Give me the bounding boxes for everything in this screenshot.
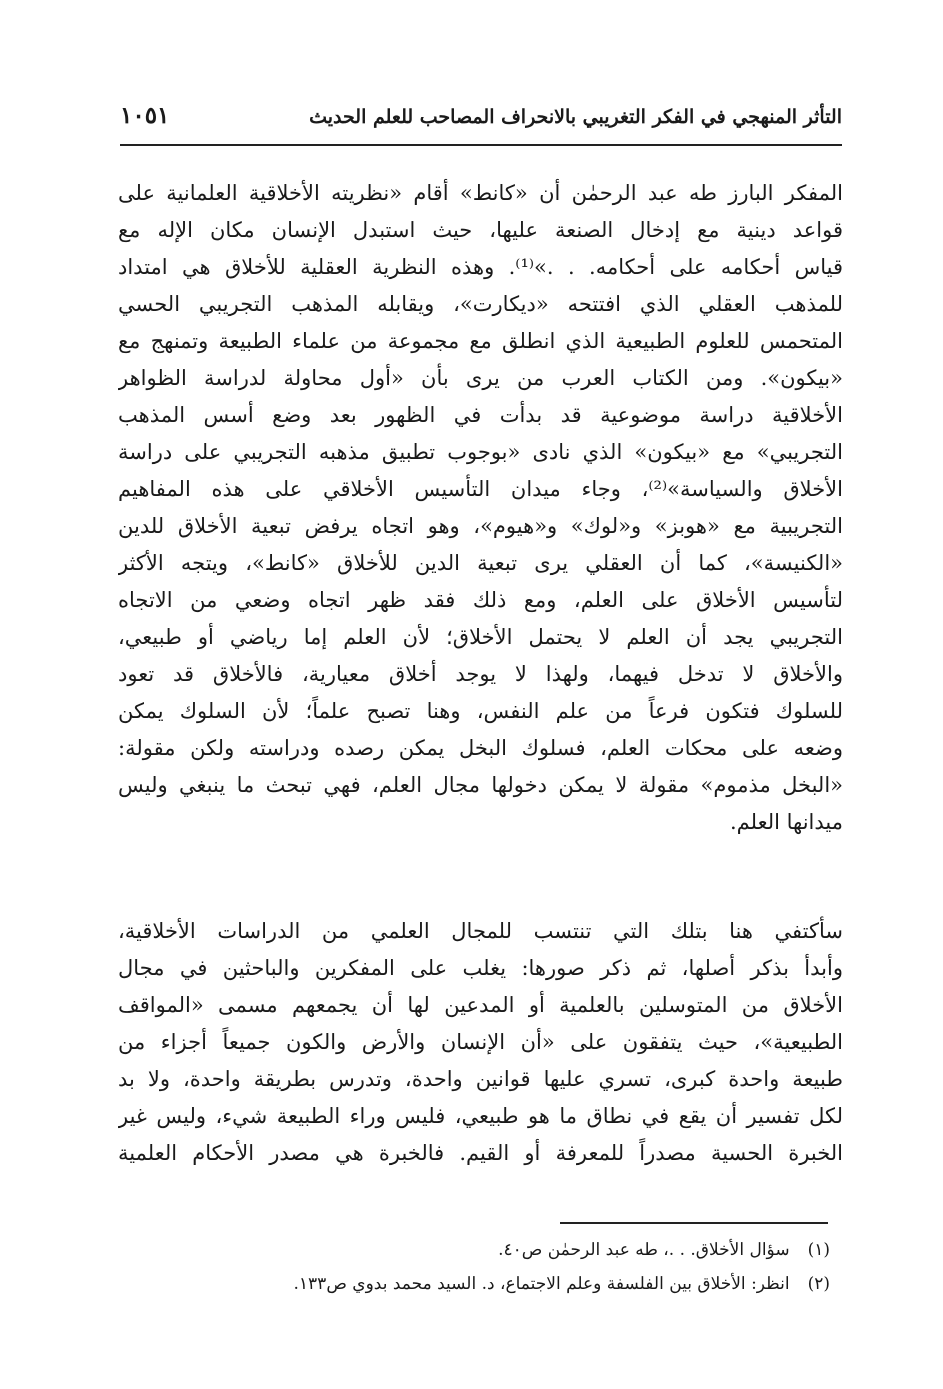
- text-line: «البخل مذموم» مقولة لا يمكن دخولها مجال العلم، فهي تبحث ما ينبغي وليس: [118, 773, 843, 797]
- text-line: الطبيعية»، حيث يتفقون على «أن الإنسان والأرض والكون جميعاً أجزاء من: [118, 1030, 843, 1054]
- text-line: قياس أحكامه على أحكامه. . .»⁽¹⁾. وهذه النظرية العقلية للأخلاق هي امتداد: [118, 255, 843, 279]
- header-rule: [120, 144, 842, 146]
- text-line: الأخلاق والسياسة»⁽²⁾، وجاء ميدان التأسيس الأخلاقي على هذه المفاهيم: [118, 477, 843, 501]
- footnote-text: سؤال الأخلاق. . .، طه عبد الرحمٰن ص٤٠.: [498, 1240, 790, 1260]
- text-line: سأكتفي هنا بتلك التي تنتسب للمجال العلمي من الدراسات الأخلاقية،: [118, 919, 843, 943]
- text-line: قواعد دينية مع إدخال الصنعة عليها، حيث استبدل الإنسان مكان الإله مع: [118, 218, 843, 242]
- footnote-number: (٢): [807, 1274, 830, 1294]
- text-line: للسلوك فتكون فرعاً من علم النفس، وهنا تصبح علماً؛ لأن السلوك يمكن: [118, 699, 843, 723]
- text-line: وأبدأ بذكر أصلها، ثم ذكر صورها: يغلب على المفكرين والباحثين في مجال: [118, 956, 843, 980]
- footnote-2: [118, 1267, 830, 1301]
- footnote-rule: [560, 1222, 828, 1224]
- page-number: ١٠٥١: [120, 102, 170, 129]
- paragraph-1: [118, 175, 843, 841]
- paragraph-2: [118, 913, 843, 1172]
- text-line: التجريبي» مع «بيكون» الذي نادى «بوجوب تطبيق مذهبه التجريبي على دراسة: [118, 440, 843, 464]
- running-header: [120, 92, 842, 136]
- text-line: التجريبي يجد أن العلم لا يحتمل الأخلاق؛ لأن العلم إما رياضي أو طبيعي،: [118, 625, 843, 649]
- footnote-text: انظر: الأخلاق بين الفلسفة وعلم الاجتماع، د. السيد محمد بدوي ص١٣٣.: [293, 1274, 790, 1294]
- text-line: ميدانها العلم.: [729, 810, 843, 834]
- text-line: وضعه على محكات العلم، فسلوك البخل يمكن رصده ودراسته ولكن مقولة:: [118, 736, 843, 760]
- text-line: المفكر البارز طه عبد الرحمٰن أن «كانط» أقام «نظريته الأخلاقية العلمانية على: [118, 181, 843, 205]
- text-line: «الكنيسة»، كما أن العقلي يرى تبعية الدين للأخلاق «كانط»، ويتجه الأكثر: [118, 551, 843, 575]
- text-line: التجريبية مع «هوبز» و«لوك» و«هيوم»، وهو اتجاه يرفض تبعية الأخلاق للدين: [118, 514, 843, 538]
- footnote-number: (١): [807, 1240, 830, 1260]
- text-line: للمذهب العقلي الذي افتتحه «ديكارت»، ويقابله المذهب التجريبي الحسي: [118, 292, 843, 316]
- text-line: لكل تفسير أن يقع في نطاق ما هو طبيعي، فليس وراء الطبيعة شيء، وليس غير: [118, 1104, 843, 1128]
- text-line: طبيعة واحدة كبرى، تسري عليها قوانين واحدة، وتدرس بطريقة واحدة، ولا بد: [118, 1067, 843, 1091]
- text-line: الأخلاقية دراسة موضوعية قد بدأت في الظهور بعد وضع أسس المذهب: [118, 403, 843, 427]
- footnotes: [118, 1233, 830, 1301]
- text-line: المتحمس للعلوم الطبيعية الذي انطلق مع مجموعة من علماء الطبيعة وتمنهج مع: [118, 329, 843, 353]
- text-line: الخبرة الحسية مصدراً للمعرفة أو القيم. فالخبرة هي مصدر الأحكام العلمية: [118, 1141, 843, 1165]
- text-line: والأخلاق لا تدخل فيهما، ولهذا لا يوجد أخلاق معيارية، فالأخلاق قد تعود: [118, 662, 843, 686]
- running-title: التأثر المنهجي في الفكر التغريبي بالانحراف المصاحب للعلم الحديث: [309, 106, 842, 128]
- text-line: «بيكون». ومن الكتاب العرب من يرى بأن «أول محاولة لدراسة الظواهر: [118, 366, 843, 390]
- text-line: الأخلاق من المتوسلين بالعلمية أو المدعين لها أن يجمعهم مسمى «المواقف: [118, 993, 843, 1017]
- text-line: لتأسيس الأخلاق على العلم، ومع ذلك فقد ظهر اتجاه وضعي من الاتجاه: [118, 588, 843, 612]
- footnote-1: [118, 1233, 830, 1267]
